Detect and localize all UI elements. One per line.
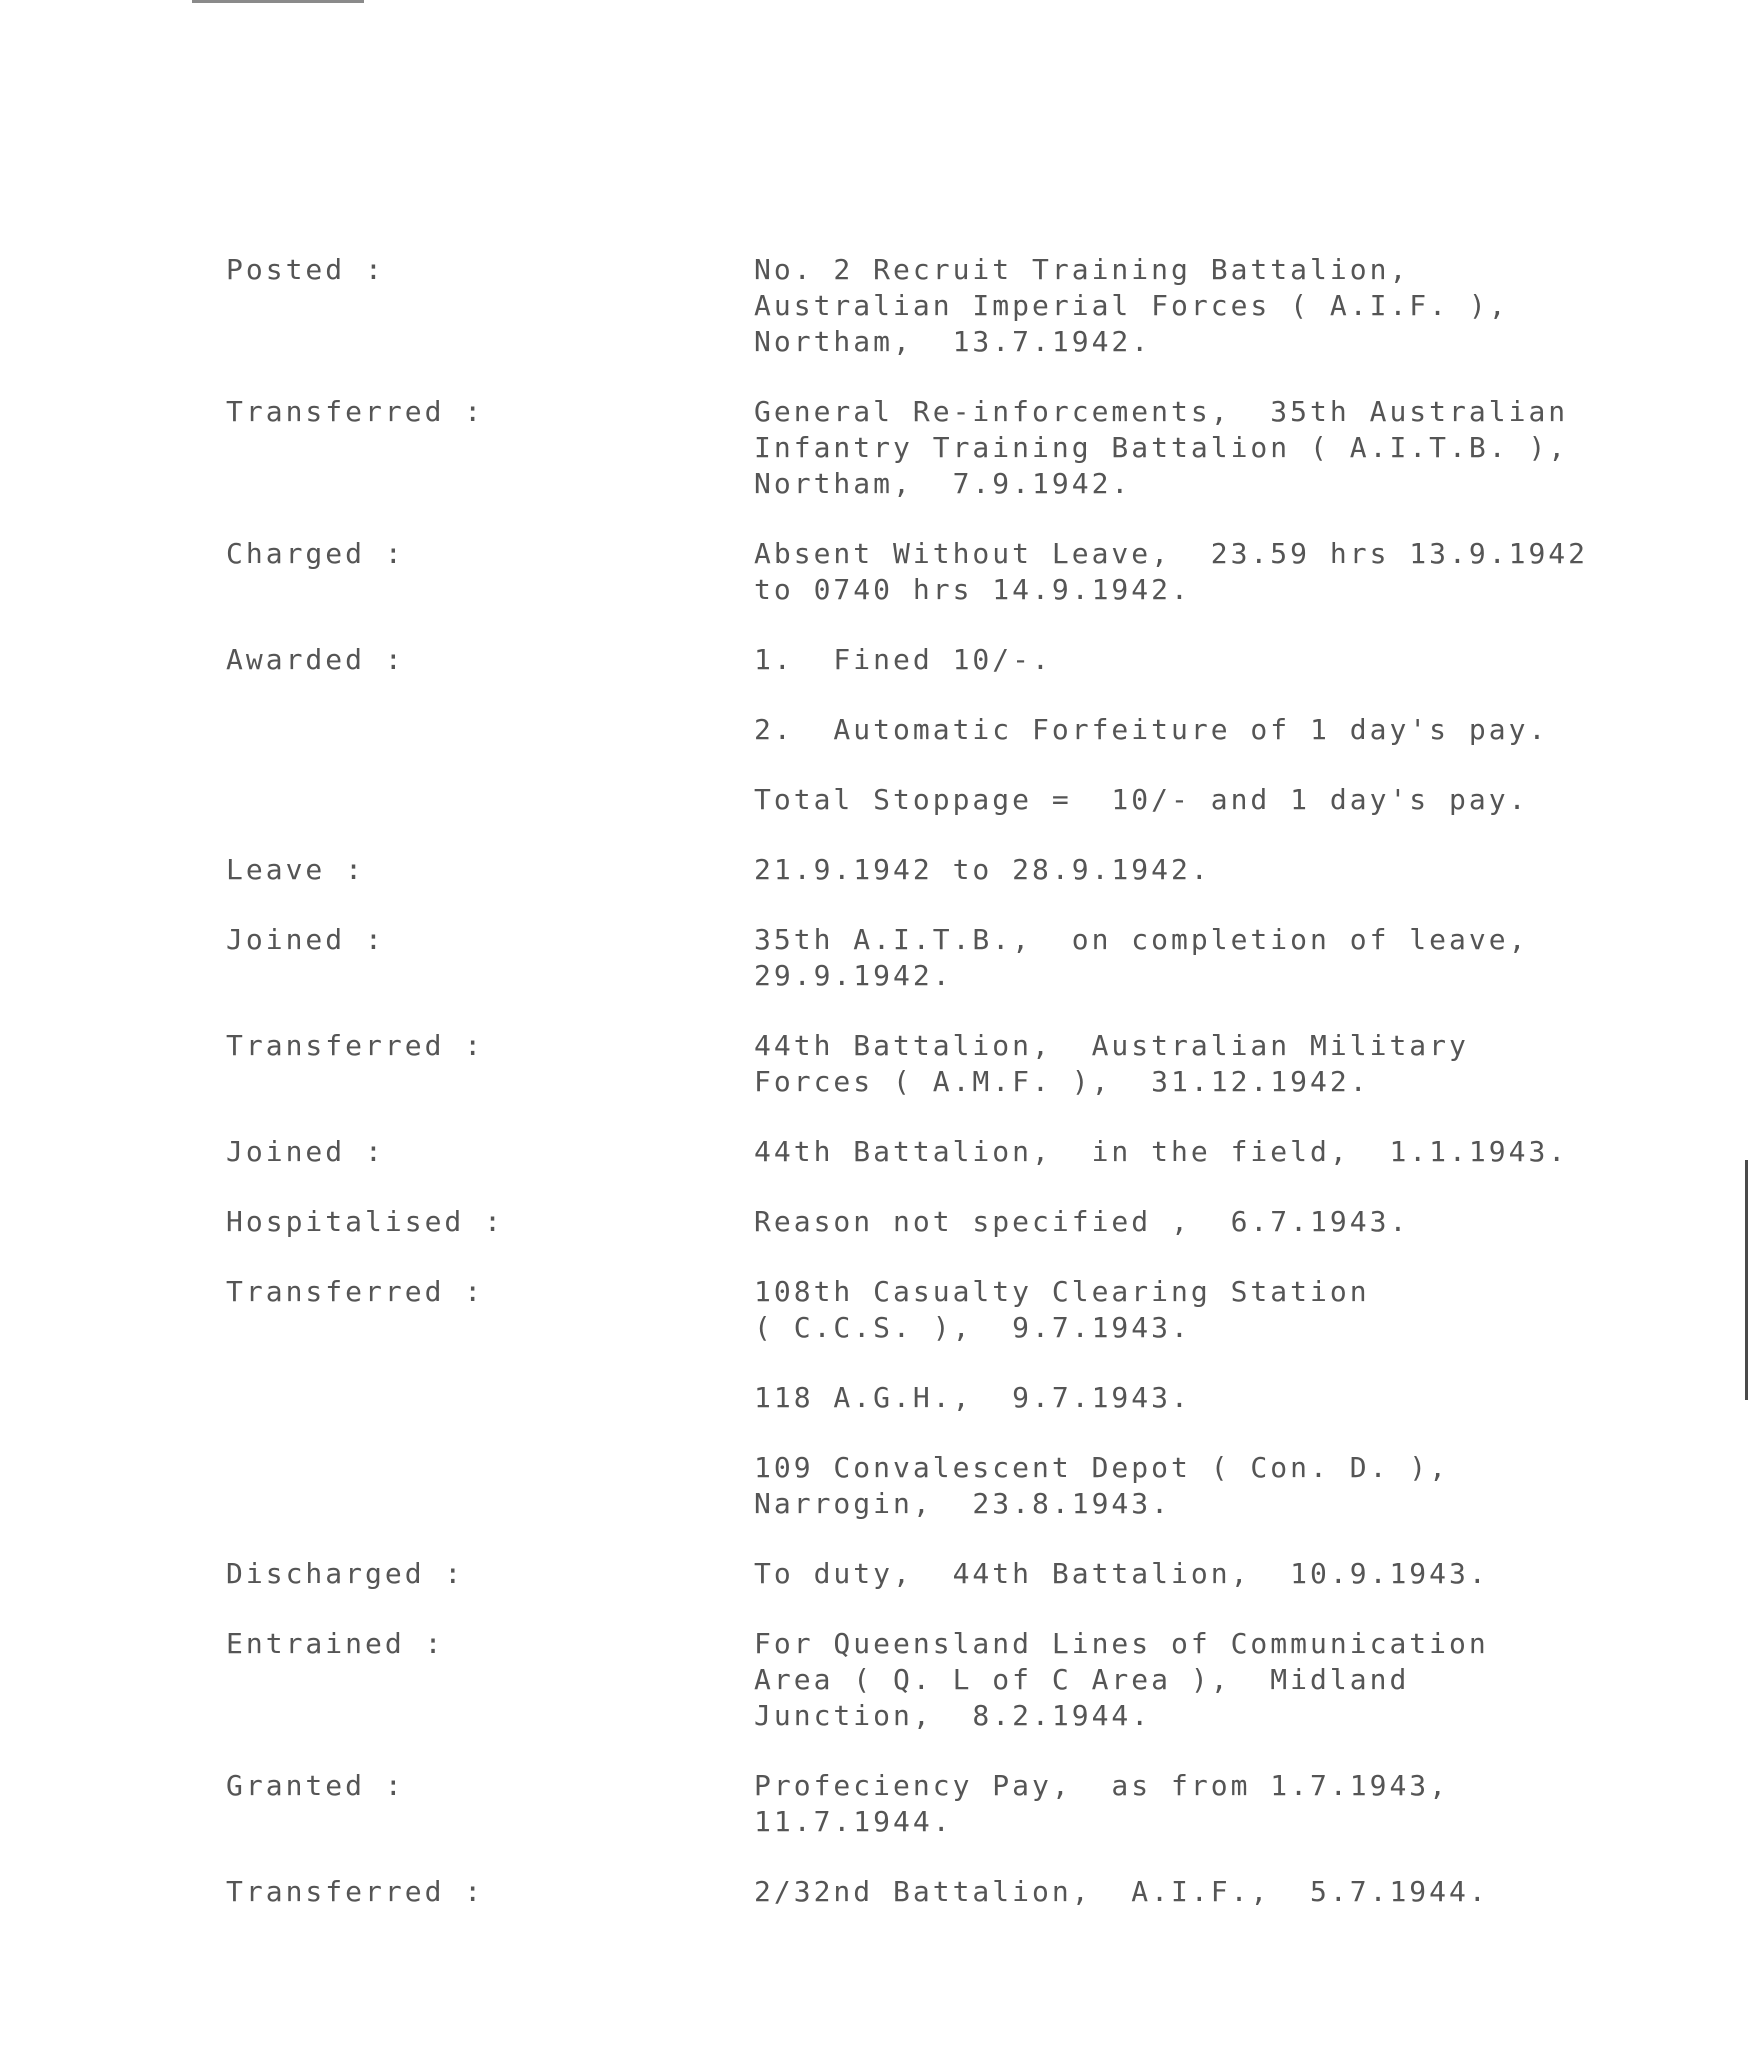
entry-label: Transferred : bbox=[226, 1275, 485, 1308]
entry-label: Awarded : bbox=[226, 643, 405, 676]
entry-label: Discharged : bbox=[226, 1557, 465, 1590]
entry-details bbox=[754, 922, 1676, 994]
entry-details bbox=[754, 1204, 1676, 1240]
entry-paragraph bbox=[754, 394, 1676, 502]
entry-details bbox=[754, 1028, 1676, 1100]
entry-label: Transferred : bbox=[226, 1029, 485, 1062]
entry-detail-line: 1. Fined 10/-. bbox=[754, 643, 1052, 676]
entry-label: Hospitalised : bbox=[226, 1205, 505, 1238]
entry-details bbox=[754, 642, 1676, 818]
top-rule-mark bbox=[192, 0, 364, 3]
entry-label: Granted : bbox=[226, 1769, 405, 1802]
record-entry bbox=[226, 922, 1676, 994]
entry-label: Joined : bbox=[226, 923, 385, 956]
record-entry bbox=[226, 1274, 1676, 1522]
entry-paragraph bbox=[754, 1134, 1676, 1170]
entry-detail-line: Northam, 7.9.1942. bbox=[754, 467, 1132, 500]
entry-detail-line: Forces ( A.M.F. ), 31.12.1942. bbox=[754, 1065, 1370, 1098]
scan-edge-mark bbox=[1745, 1160, 1748, 1400]
entry-details bbox=[754, 1556, 1676, 1592]
entry-detail-line: To duty, 44th Battalion, 10.9.1943. bbox=[754, 1557, 1489, 1590]
entry-detail-line: to 0740 hrs 14.9.1942. bbox=[754, 573, 1191, 606]
entry-paragraph bbox=[754, 1874, 1676, 1910]
entry-label: Joined : bbox=[226, 1135, 385, 1168]
entry-detail-line: For Queensland Lines of Communication bbox=[754, 1627, 1489, 1660]
entry-paragraph bbox=[754, 712, 1676, 748]
entry-detail-line: General Re-inforcements, 35th Australian bbox=[754, 395, 1569, 428]
entry-detail-line: ( C.C.S. ), 9.7.1943. bbox=[754, 1311, 1191, 1344]
record-entry bbox=[226, 1874, 1676, 1910]
entry-paragraph bbox=[754, 1450, 1676, 1522]
entry-details bbox=[754, 1626, 1676, 1734]
entry-paragraph bbox=[754, 1556, 1676, 1592]
entry-paragraph bbox=[754, 536, 1676, 608]
entry-paragraph bbox=[754, 1028, 1676, 1100]
record-entry bbox=[226, 852, 1676, 888]
service-record-list bbox=[226, 252, 1676, 1944]
entry-paragraph bbox=[754, 922, 1676, 994]
entry-paragraph bbox=[754, 852, 1676, 888]
entry-detail-line: 29.9.1942. bbox=[754, 959, 953, 992]
entry-label: Charged : bbox=[226, 537, 405, 570]
entry-detail-line: Total Stoppage = 10/- and 1 day's pay. bbox=[754, 783, 1529, 816]
entry-details bbox=[754, 252, 1676, 360]
entry-label: Posted : bbox=[226, 253, 385, 286]
entry-detail-line: 2. Automatic Forfeiture of 1 day's pay. bbox=[754, 713, 1549, 746]
entry-paragraph bbox=[754, 1380, 1676, 1416]
record-entry bbox=[226, 1768, 1676, 1840]
record-entry bbox=[226, 1134, 1676, 1170]
record-entry bbox=[226, 536, 1676, 608]
entry-detail-line: Reason not specified , 6.7.1943. bbox=[754, 1205, 1410, 1238]
entry-detail-line: Australian Imperial Forces ( A.I.F. ), bbox=[754, 289, 1509, 322]
record-entry bbox=[226, 1556, 1676, 1592]
entry-label: Transferred : bbox=[226, 395, 485, 428]
entry-paragraph bbox=[754, 1626, 1676, 1734]
record-entry bbox=[226, 252, 1676, 360]
entry-paragraph bbox=[754, 1768, 1676, 1840]
record-entry bbox=[226, 1204, 1676, 1240]
entry-paragraph bbox=[754, 1274, 1676, 1346]
entry-detail-line: Junction, 8.2.1944. bbox=[754, 1699, 1152, 1732]
entry-label: Entrained : bbox=[226, 1627, 445, 1660]
record-entry bbox=[226, 642, 1676, 818]
entry-details bbox=[754, 852, 1676, 888]
entry-paragraph bbox=[754, 1204, 1676, 1240]
record-entry bbox=[226, 1626, 1676, 1734]
entry-detail-line: Absent Without Leave, 23.59 hrs 13.9.1942 bbox=[754, 537, 1589, 570]
entry-details bbox=[754, 1874, 1676, 1910]
entry-detail-line: Northam, 13.7.1942. bbox=[754, 325, 1152, 358]
entry-detail-line: No. 2 Recruit Training Battalion, bbox=[754, 253, 1410, 286]
entry-detail-line: Narrogin, 23.8.1943. bbox=[754, 1487, 1172, 1520]
entry-paragraph bbox=[754, 642, 1676, 678]
entry-detail-line: Infantry Training Battalion ( A.I.T.B. ), bbox=[754, 431, 1569, 464]
entry-detail-line: Profeciency Pay, as from 1.7.1943, bbox=[754, 1769, 1450, 1802]
record-entry bbox=[226, 1028, 1676, 1100]
entry-detail-line: 44th Battalion, Australian Military bbox=[754, 1029, 1469, 1062]
entry-details bbox=[754, 1768, 1676, 1840]
entry-detail-line: 11.7.1944. bbox=[754, 1805, 953, 1838]
entry-details bbox=[754, 394, 1676, 502]
entry-label: Leave : bbox=[226, 853, 366, 886]
entry-details bbox=[754, 536, 1676, 608]
record-entry bbox=[226, 394, 1676, 502]
entry-detail-line: 44th Battalion, in the field, 1.1.1943. bbox=[754, 1135, 1569, 1168]
entry-details bbox=[754, 1134, 1676, 1170]
entry-detail-line: 118 A.G.H., 9.7.1943. bbox=[754, 1381, 1191, 1414]
entry-detail-line: 108th Casualty Clearing Station bbox=[754, 1275, 1370, 1308]
entry-paragraph bbox=[754, 252, 1676, 360]
entry-detail-line: 21.9.1942 to 28.9.1942. bbox=[754, 853, 1211, 886]
entry-details bbox=[754, 1274, 1676, 1522]
entry-detail-line: Area ( Q. L of C Area ), Midland bbox=[754, 1663, 1410, 1696]
entry-paragraph bbox=[754, 782, 1676, 818]
entry-detail-line: 35th A.I.T.B., on completion of leave, bbox=[754, 923, 1529, 956]
entry-detail-line: 2/32nd Battalion, A.I.F., 5.7.1944. bbox=[754, 1875, 1489, 1908]
entry-label: Transferred : bbox=[226, 1875, 485, 1908]
entry-detail-line: 109 Convalescent Depot ( Con. D. ), bbox=[754, 1451, 1450, 1484]
